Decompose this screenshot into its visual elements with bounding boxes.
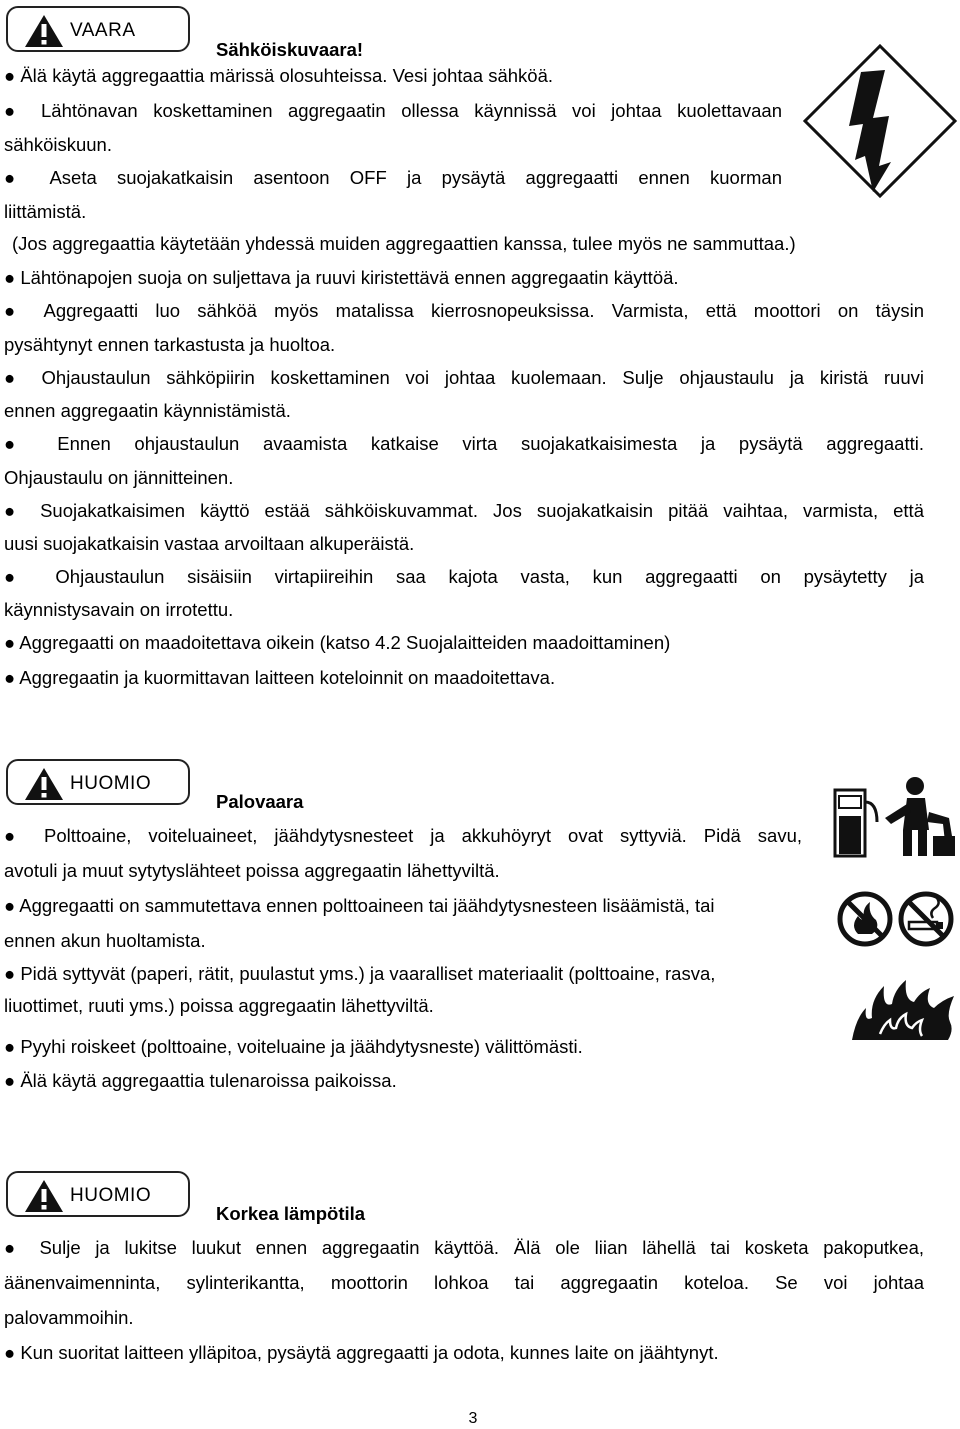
badge-label: HUOMIO [70, 773, 152, 794]
flames-icon [850, 978, 958, 1042]
badge-label: HUOMIO [70, 1185, 152, 1206]
electric-line-2: ● Lähtönavan koskettaminen aggregaatin ollessa käynnissä voi johtaa kuolettavaan [4, 100, 782, 121]
no-open-flame-icon [836, 890, 894, 948]
warning-triangle-icon [24, 1179, 64, 1213]
fire-line-7: ● Pyyhi roiskeet (polttoaine, voiteluaine ja jäähdytysneste) välittömästi. [4, 1036, 583, 1057]
electric-line-7: ● Lähtönapojen suoja on suljettava ja ruuvi kiristettävä ennen aggregaatin käyttöä. [4, 267, 679, 288]
badge-label: VAARA [70, 20, 136, 41]
electric-line-16: ● Ohjaustaulun sisäisiin virtapiireihin saa kajota vasta, kun aggregaatti on pysäytetty ja [4, 566, 924, 587]
caution-badge-heat [6, 1171, 190, 1217]
electric-line-11: ennen aggregaatin käynnistämistä. [4, 400, 291, 421]
heat-line-4: ● Kun suoritat laitteen ylläpitoa, pysäytä aggregaatti ja odota, kunnes laite on jäähtynyt. [4, 1342, 719, 1363]
page-number: 3 [468, 1410, 478, 1427]
electric-line-13: Ohjaustaulu on jännitteinen. [4, 467, 234, 488]
fire-line-1: ● Polttoaine, voiteluaineet, jäähdytysnesteet ja akkuhöyryt ovat syttyviä. Pidä savu, [4, 825, 802, 846]
caution-badge-fire [6, 759, 190, 805]
section-title-heat: Korkea lämpötila [216, 1203, 366, 1224]
electric-line-12: ● Ennen ohjaustaulun avaamista katkaise virta suojakatkaisimesta ja pysäytä aggregaatti. [4, 433, 924, 454]
fire-line-3: ● Aggregaatti on sammutettava ennen polttoaineen tai jäähdytysnesteen lisäämistä, tai [4, 895, 715, 916]
electric-line-5: liittämistä. [4, 201, 87, 222]
electric-line-4: ● Aseta suojakatkaisin asentoon OFF ja pysäytä aggregaatti ennen kuorman [4, 167, 782, 188]
warning-triangle-icon [24, 767, 64, 801]
warning-triangle-icon [24, 14, 64, 48]
electric-line-15: uusi suojakatkaisin vastaa arvoiltaan alkuperäistä. [4, 533, 415, 554]
heat-line-1: ● Sulje ja lukitse luukut ennen aggregaatin käyttöä. Älä ole liian lähellä tai kosketa pakoputkea, [4, 1237, 924, 1258]
electric-line-8: ● Aggregaatti luo sähköä myös matalissa kierrosnopeuksissa. Varmista, että moottori on täysin [4, 300, 924, 321]
fire-line-8: ● Älä käytä aggregaattia tulenaroissa paikoissa. [4, 1070, 397, 1091]
heat-line-3: palovammoihin. [4, 1307, 134, 1328]
section-title-fire: Palovaara [216, 791, 304, 812]
section-title-electric: Sähköiskuvaara! [216, 39, 364, 60]
electric-hazard-icon [803, 44, 957, 198]
fire-line-2: avotuli ja muut sytytyslähteet poissa aggregaatin lähettyviltä. [4, 860, 500, 881]
danger-badge [6, 6, 190, 52]
electric-line-19: ● Aggregaatin ja kuormittavan laitteen koteloinnit on maadoitettava. [4, 667, 556, 688]
electric-line-3: sähköiskuun. [4, 134, 112, 155]
fire-line-5: ● Pidä syttyvät (paperi, rätit, puulastut yms.) ja vaaralliset materiaalit (polttoaine, rasva, [4, 963, 716, 984]
electric-line-6: (Jos aggregaattia käytetään yhdessä muiden aggregaattien kanssa, tulee myös ne sammuttaa.) [12, 233, 796, 254]
electric-line-18: ● Aggregaatti on maadoitettava oikein (katso 4.2 Suojalaitteiden maadoittaminen) [4, 632, 671, 653]
electric-line-10: ● Ohjaustaulun sähköpiirin koskettaminen voi johtaa kuolemaan. Sulje ohjaustaulu ja kiristä ruuvi [4, 367, 924, 388]
electric-line-9: pysähtynyt ennen tarkastusta ja huoltoa. [4, 334, 336, 355]
heat-line-2: äänenvaimenninta, sylinterikantta, moottorin lohkoa tai aggregaatin koteloa. Se voi johtaa [4, 1272, 924, 1293]
electric-line-1: ● Älä käytä aggregaattia märissä olosuhteissa. Vesi johtaa sähköä. [4, 65, 554, 86]
electric-line-14: ● Suojakatkaisimen käyttö estää sähköiskuvammat. Jos suojakatkaisin pitää vaihtaa, varmista, että [4, 500, 924, 521]
fire-line-6: liuottimet, ruuti yms.) poissa aggregaatin lähettyviltä. [4, 995, 434, 1016]
electric-line-17: käynnistysavain on irrotettu. [4, 599, 234, 620]
no-smoking-icon [897, 890, 955, 948]
fire-line-4: ennen akun huoltamista. [4, 930, 206, 951]
refueling-icon [833, 772, 957, 858]
